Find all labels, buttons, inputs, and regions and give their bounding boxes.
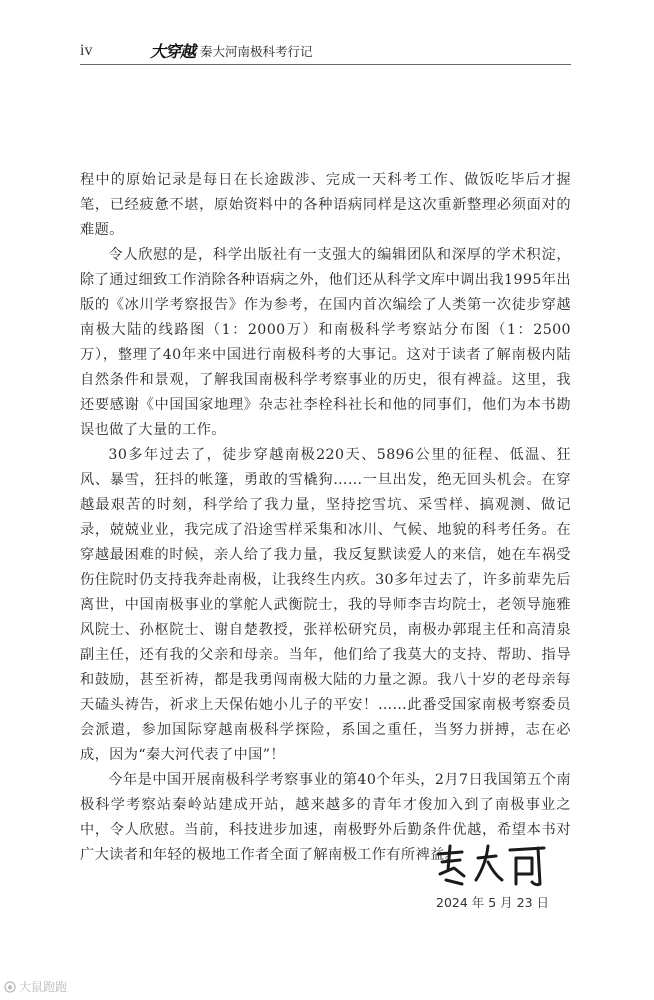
watermark <box>4 978 67 995</box>
page-number: iv <box>80 42 93 59</box>
body-text <box>80 168 571 868</box>
book-title: 秦大河南极科考行记 <box>200 44 313 59</box>
signature-date: 2024 年 5 月 23 日 <box>436 895 550 910</box>
watermark-text: 大鼠跑跑 <box>19 980 68 994</box>
header-divider <box>80 64 571 65</box>
paragraph-4: 今年是中国开展南极科学考察事业的第40个年头，2月7日我国第五个南极科学考察站秦岭站建成开站，越来越多的青年才俊加入到了南极事业之中，令人欣慰。当前，科技进步加速，南极野外后勤条件优越，希望本书对广大读者和年轻的极地工作者全面了解南极工作有所裨益。 <box>80 772 571 863</box>
handwritten-signature <box>432 840 552 890</box>
paragraph-1: 程中的原始记录是每日在长途跋涉、完成一天科考工作、做饭吃毕后才握笔，已经疲惫不堪，原始资料中的各种语病同样是这次重新整理必须面对的难题。 <box>80 172 571 238</box>
page-header <box>80 40 580 66</box>
paragraph-3: 30多年过去了，徒步穿越南极220天、5896公里的征程、低温、狂风、暴雪，狂抖的帐篷，勇敢的雪橇狗……一旦出发，绝无回头机会。在穿越最艰苦的时刻，科学给了我力量，坚持挖雪坑、采雪样、搞观测、做记录，兢兢业业，我完成了沿途雪样采集和冰川、气候、地貌的科考任务。在穿越最困难的时候，亲人给了我力量，我反复默读爱人的来信，她在车祸受伤住院时仍支持我奔赴南极，让我终生内疚。30多年过去了，许多前辈先后离世，中国南极事业的掌舵人武衡院士，我的导师李吉均院士，老领导施雅风院士、孙枢院士、谢自楚教授，张祥松研究员，南极办郭琨主任和高清泉副主任，还有我的父亲和母亲。当年，他们给了我莫大的支持、帮助、指导和鼓励，甚至祈祷，都是我勇闯南极大陆的力量之源。我八十岁的老母亲每天磕头祷告，祈求上天保佑她小儿子的平安！……此番受国家南极考察委员会派遣，参加国际穿越南极科学探险，系国之重任，当努力拼搏，志在必成，因为“秦大河代表了中国”！ <box>80 447 571 763</box>
series-logo: 大穿越 <box>150 42 196 61</box>
paragraph-2: 令人欣慰的是，科学出版社有一支强大的编辑团队和深厚的学术积淀，除了通过细致工作消除各种语病之外，他们还从科学文库中调出我1995年出版的《冰川学考察报告》作为参考，在国内首次编绘了人类第一次徒步穿越南极大陆的线路图（1：2000万）和南极科学考察站分布图（1：2500万），整理了40年来中国进行南极科考的大事记。这对于读者了解南极内陆自然条件和景观，了解我国南极科学考察事业的历史，很有裨益。这里，我还要感谢《中国国家地理》杂志社李栓科社长和他的同事们，他们为本书勘误也做了大量的工作。 <box>80 247 571 438</box>
brand-logo-icon <box>4 981 16 993</box>
